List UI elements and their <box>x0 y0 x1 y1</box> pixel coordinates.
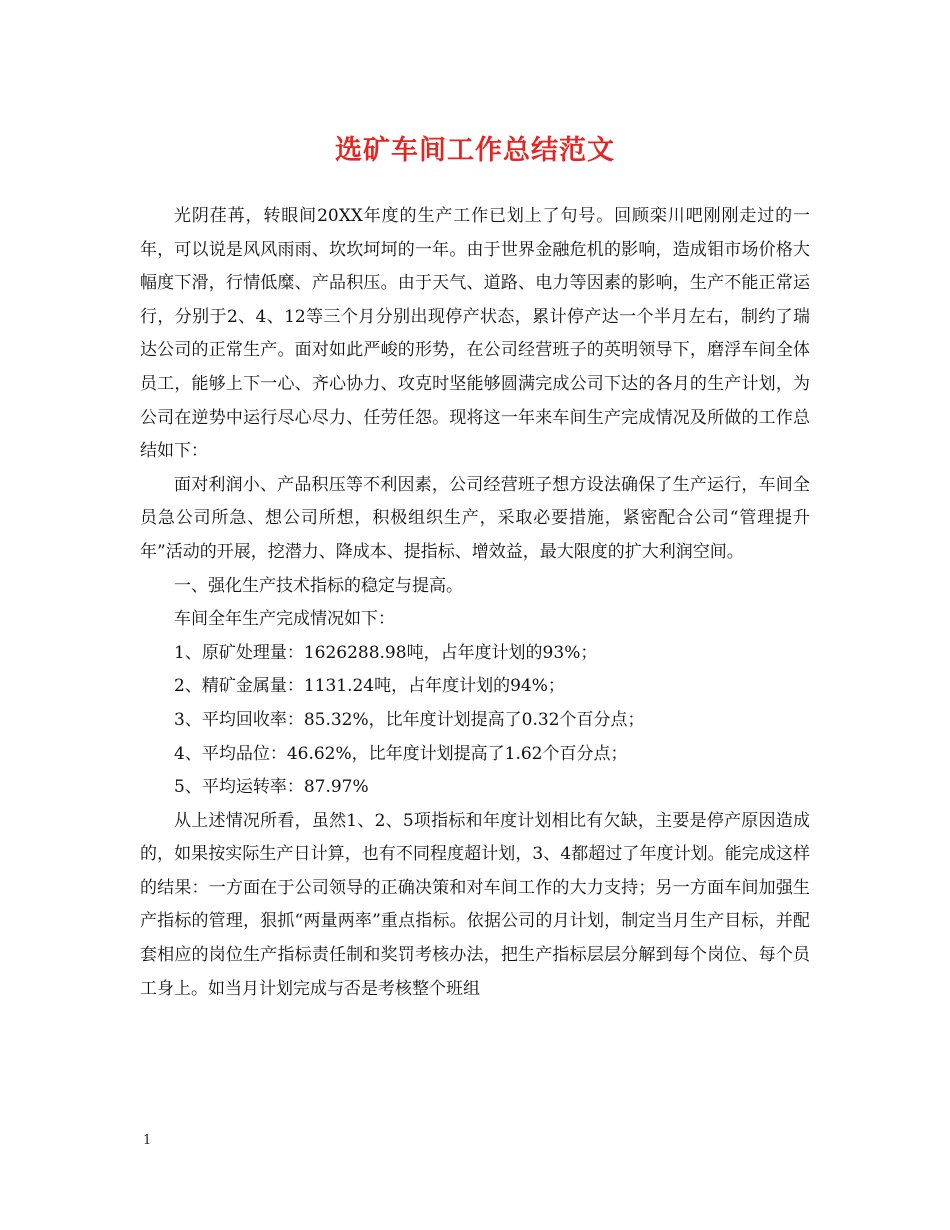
page-number: 1 <box>143 1133 152 1148</box>
document-body <box>140 200 810 1006</box>
page-title: 选矿车间工作总结范文 <box>335 135 615 166</box>
list-item-ore-processed: 1、原矿处理量：1626288.98吨，占年度计划的93%； <box>174 642 598 663</box>
paragraph-context: 面对利润小、产品积压等不利因素，公司经营班子想方设法确保了生产运行，车间全员急公司所急、想公司所想，积极组织生产，采取必要措施，紧密配合公司“管理提升年”活动的开展，挖潜力、降成本、提指标、增效益，最大限度的扩大利润空间。 <box>140 474 810 562</box>
paragraph-analysis: 从上述情况所看，虽然1、2、5项指标和年度计划相比有欠缺，主要是停产原因造成的，如果按实际生产日计算，也有不同程度超计划，3、4都超过了年度计划。能完成这样的结果：一方面在于公司领导的正确决策和对车间工作的大力支持；另一方面车间加强生产指标的管理，狠抓“两量两率”重点指标。依据公司的月计划，制定当月生产目标，并配套相应的岗位生产指标责任制和奖罚考核办法，把生产指标层层分解到每个岗位、每个员工身上。如当月计划完成与否是考核整个班组 <box>140 810 810 999</box>
paragraph-summary-lead: 车间全年生产完成情况如下： <box>174 609 395 630</box>
section-heading: 一、强化生产技术指标的稳定与提高。 <box>174 575 463 596</box>
list-item-operation-rate: 5、平均运转率：87.97% <box>174 777 369 798</box>
list-item-concentrate-metal: 2、精矿金属量：1131.24吨，占年度计划的94%； <box>174 676 565 697</box>
paragraph-intro: 光阴荏苒，转眼间20XX年度的生产工作已划上了句号。回顾栾川吧刚刚走过的一年，可以说是风风雨雨、坎坎坷坷的一年。由于世界金融危机的影响，造成钼市场价格大幅度下滑，行情低糜、产品积压。由于天气、道路、电力等因素的影响，生产不能正常运行，分别于2、4、12等三个月分别出现停产状态，累计停产达一个半月左右，制约了瑞达公司的正常生产。面对如此严峻的形势，在公司经营班子的英明领导下，磨浮车间全体员工，能够上下一心、齐心协力、攻克时坚能够圆满完成公司下达的各月的生产计划，为公司在逆势中运行尽心尽力、任劳任怨。现将这一年来车间生产完成情况及所做的工作总结如下： <box>140 206 810 462</box>
list-item-recovery-rate: 3、平均回收率：85.32%，比年度计划提高了0.32个百分点； <box>174 709 645 730</box>
list-item-grade: 4、平均品位：46.62%，比年度计划提高了1.62个百分点； <box>174 743 628 764</box>
